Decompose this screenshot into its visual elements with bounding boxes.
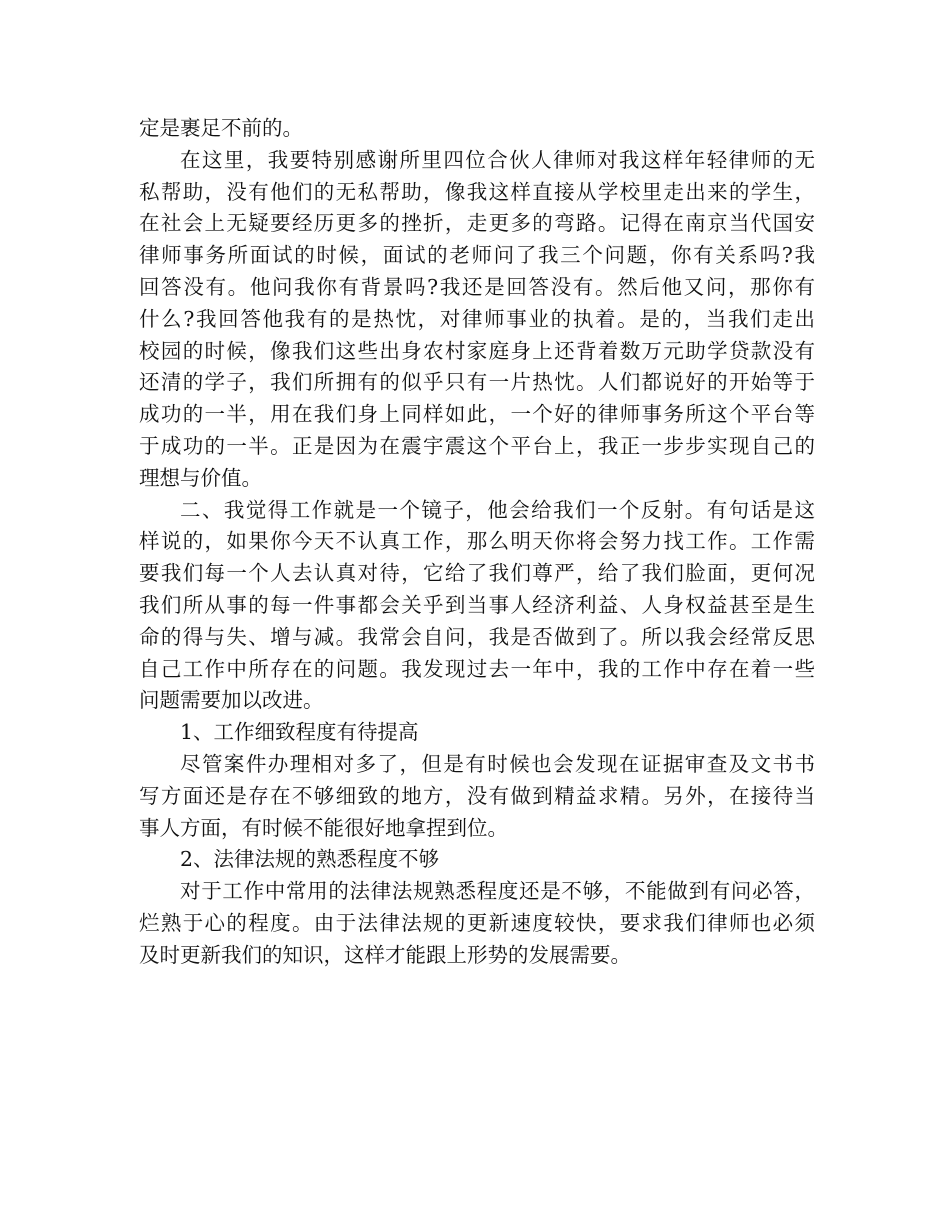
text-line: 定是裹足不前的。 [139, 116, 303, 140]
text-line: 理想与价值。 [139, 465, 262, 490]
text-line: 尽管案件办理相对多了，但是有时候也会发现在证据审查及文书书 [180, 751, 815, 776]
text-line: 事人方面，有时候不能很好地拿捏到位。 [139, 815, 508, 840]
paragraph [139, 495, 815, 718]
paragraph-heading [139, 717, 815, 749]
paragraph [139, 749, 815, 844]
text-line: 自己工作中所存在的问题。我发现过去一年中，我的工作中存在着一些 [139, 656, 815, 681]
text-line: 律师事务所面试的时候，面试的老师问了我三个问题，你有关系吗?我 [139, 243, 815, 268]
paragraph [139, 145, 815, 495]
text-line: 在这里，我要特别感谢所里四位合伙人律师对我这样年轻律师的无 [180, 147, 815, 172]
text-line: 于成功的一半。正是因为在震宇震这个平台上，我正一步步实现自己的 [139, 433, 815, 458]
paragraph-heading [139, 844, 815, 876]
text-line: 私帮助，没有他们的无私帮助，像我这样直接从学校里走出来的学生， [139, 179, 815, 204]
text-line: 回答没有。他问我你有背景吗?我还是回答没有。然后他又问，那你有 [139, 274, 815, 299]
text-line: 要我们每一个人去认真对待，它给了我们尊严，给了我们脸面，更何况 [139, 561, 815, 586]
document-body [139, 113, 815, 972]
text-line: 在社会上无疑要经历更多的挫折，走更多的弯路。记得在南京当代国安 [139, 211, 815, 236]
section-heading: 2、法律法规的熟悉程度不够 [180, 847, 440, 872]
text-line: 我们所从事的每一件事都会关乎到当事人经济利益、人身权益甚至是生 [139, 592, 815, 617]
text-line: 二、我觉得工作就是一个镜子，他会给我们一个反射。有句话是这 [180, 497, 815, 522]
text-line: 命的得与失、增与减。我常会自问，我是否做到了。所以我会经常反思 [139, 624, 815, 649]
paragraph [139, 876, 815, 971]
text-line: 对于工作中常用的法律法规熟悉程度还是不够，不能做到有问必答， [180, 879, 815, 904]
text-line: 还清的学子，我们所拥有的似乎只有一片热忱。人们都说好的开始等于 [139, 370, 815, 395]
text-line: 样说的，如果你今天不认真工作，那么明天你将会努力找工作。工作需 [139, 529, 815, 554]
text-line: 什么?我回答他我有的是热忱，对律师事业的执着。是的，当我们走出 [139, 306, 815, 331]
text-line: 写方面还是存在不够细致的地方，没有做到精益求精。另外，在接待当 [139, 783, 815, 808]
text-line: 校园的时候，像我们这些出身农村家庭身上还背着数万元助学贷款没有 [139, 338, 815, 363]
text-line: 成功的一半，用在我们身上同样如此，一个好的律师事务所这个平台等 [139, 402, 815, 427]
text-line: 问题需要加以改进。 [139, 688, 324, 713]
text-line: 烂熟于心的程度。由于法律法规的更新速度较快，要求我们律师也必须 [139, 910, 815, 935]
section-heading: 1、工作细致程度有待提高 [180, 720, 419, 745]
text-line: 及时更新我们的知识，这样才能跟上形势的发展需要。 [139, 942, 631, 967]
paragraph [139, 113, 815, 145]
